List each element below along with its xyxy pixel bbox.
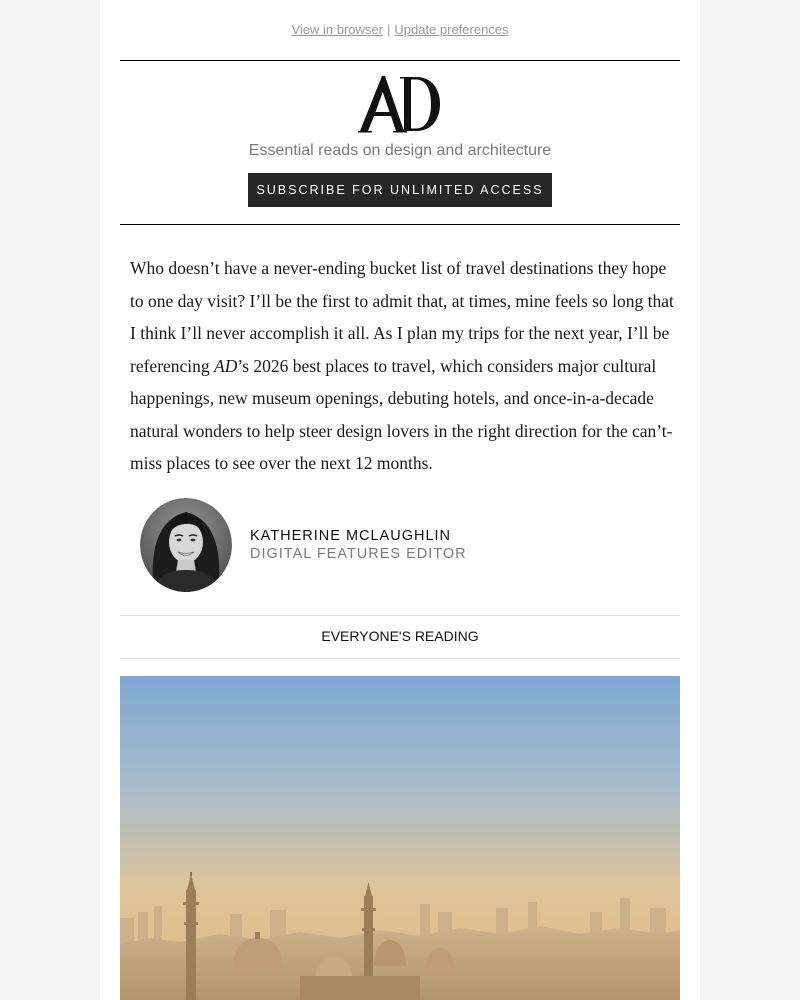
tagline: Essential reads on design and architecture — [248, 142, 552, 159]
preheader-links — [100, 22, 700, 37]
author-block — [140, 498, 660, 594]
divider-section-bottom — [120, 658, 680, 659]
intro-text-part2: ’s 2026 best places to travel, which considers major cultural happenings, new museum openings, debuting hotels, and once-in-a-decade natural wonders to help steer design lovers in the right direction for the can’t-miss places to see over the next 12 months. — [130, 355, 673, 473]
ad-logo[interactable] — [100, 72, 700, 136]
author-name: KATHERINE MCLAUGHLIN — [250, 528, 452, 544]
section-title: EVERYONE'S READING — [321, 628, 479, 644]
divider-header-bottom — [120, 224, 680, 225]
divider-top — [120, 60, 680, 61]
email-body — [100, 0, 700, 1000]
author-role: DIGITAL FEATURES EDITOR — [250, 546, 467, 562]
city-skyline-icon — [120, 676, 680, 1000]
hero-image-cairo-skyline[interactable] — [120, 676, 680, 1000]
subscribe-button[interactable]: SUBSCRIBE FOR UNLIMITED ACCESS — [248, 173, 552, 207]
author-avatar — [140, 498, 232, 592]
intro-text-part1: Who doesn’t have a never-ending bucket list of travel destinations they hope to one day visit? I’ll be the first to admit that, at times, mine feels so long that I think I’ll never accomplish it all. As I plan my trips for the next year, I’ll be referencing — [130, 258, 674, 376]
divider-section-top — [120, 615, 680, 616]
update-preferences-link[interactable]: Update preferences — [394, 22, 509, 37]
link-separator: | — [386, 22, 391, 37]
ad-logo-icon — [358, 72, 442, 134]
author-portrait-icon — [140, 498, 232, 592]
intro-brand-italic: AD — [214, 355, 238, 376]
view-in-browser-link[interactable]: View in browser — [291, 22, 383, 37]
intro-paragraph — [130, 252, 675, 480]
